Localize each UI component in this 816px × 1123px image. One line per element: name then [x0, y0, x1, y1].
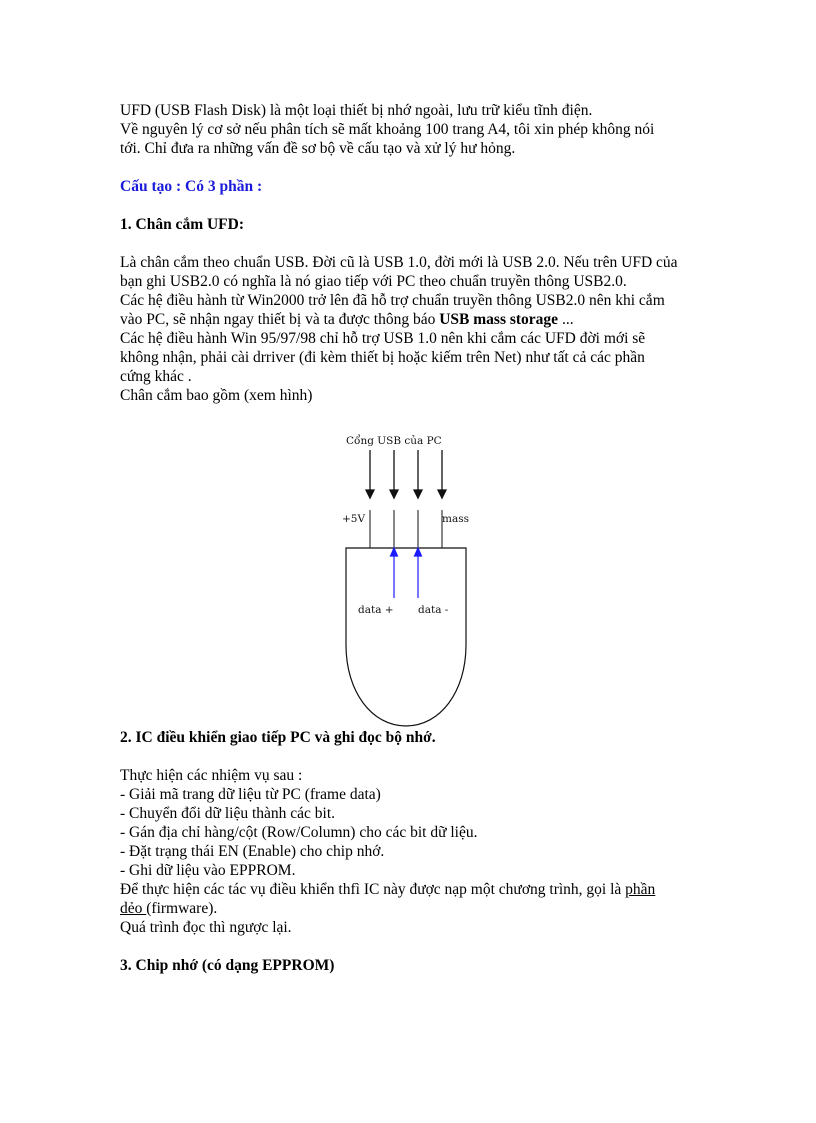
section1-line-2: bạn ghi USB2.0 có nghĩa là nó giao tiếp với PC theo chuẩn truyền thông USB2.0.	[120, 273, 627, 290]
section1-line-6: không nhận, phải cài drriver (đi kèm thiết bị hoặc kiếm trên Net) như tất cả các phần	[120, 349, 645, 366]
arrow-head-pin1	[366, 490, 374, 498]
data-minus-label: data -	[418, 604, 449, 616]
data-arrows	[391, 548, 422, 598]
section1-title: 1. Chân cắm UFD:	[120, 216, 244, 233]
section1-line-5: Các hệ điều hành Win 95/97/98 chỉ hỗ trợ USB 1.0 nên khi cắm các UFD đời mới sẽ	[120, 330, 646, 347]
section1-line-8: Chân cắm bao gồm (xem hình)	[120, 387, 313, 404]
port-arrows	[366, 450, 446, 498]
section2-intro: Thực hiện các nhiệm vụ sau :	[120, 767, 303, 784]
line4-suffix: ...	[558, 311, 574, 328]
usb-pin-diagram	[336, 430, 476, 730]
section1-line-3: Các hệ điều hành từ Win2000 trở lên đã hỗ trợ chuẩn truyền thông USB2.0 nên khi cắm	[120, 292, 665, 309]
arrow-head-pin4	[438, 490, 446, 498]
section1-line-1: Là chân cắm theo chuẩn USB. Đời cũ là USB 1.0, đời mới là USB 2.0. Nếu trên UFD của	[120, 254, 678, 271]
section3-title: 3. Chip nhớ (có dạng EPPROM)	[120, 957, 335, 974]
pin-mass-label: mass	[442, 513, 469, 525]
section2-item-4: - Đặt trạng thái EN (Enable) cho chip nhớ.	[120, 843, 385, 860]
port-label: Cổng USB của PC	[346, 435, 442, 447]
firmware-term-part2: dẻo	[120, 900, 147, 917]
section2-item-5: - Ghi dữ liệu vào EPPROM.	[120, 862, 296, 879]
usb-mass-storage: USB mass storage	[439, 311, 559, 328]
para-prefix: Để thực hiện các tác vụ điều khiển thfì IC này được nạp một chương trình, gọi là	[120, 881, 626, 898]
arrow-head-pin2	[390, 490, 398, 498]
intro-line-2: Về nguyên lý cơ sở nếu phân tích sẽ mất khoảng 100 trang A4, tôi xin phép không nói	[120, 121, 655, 138]
section2-item-3: - Gán địa chỉ hàng/cột (Row/Column) cho các bit dữ liệu.	[120, 824, 478, 841]
structure-heading: Cấu tạo : Có 3 phần :	[120, 178, 263, 195]
line4-prefix: vào PC, sẽ nhận ngay thiết bị và ta được thông báo	[120, 311, 440, 328]
data-plus-label: data +	[358, 604, 394, 616]
section1-line-4	[120, 310, 710, 329]
firmware-term-part1: phần	[625, 881, 656, 898]
pin-lines	[370, 510, 442, 548]
section2-item-1: - Giải mã trang dữ liệu từ PC (frame data)	[120, 786, 381, 803]
intro-line-3: tới. Chỉ đưa ra những vấn đề sơ bộ về cấu tạo và xử lý hư hỏng.	[120, 140, 516, 157]
section2-paragraph-cont	[120, 899, 710, 918]
section2-read-line: Quá trình đọc thì ngược lại.	[120, 919, 292, 936]
section2-title: 2. IC điều khiển giao tiếp PC và ghi đọc bộ nhớ.	[120, 729, 436, 746]
arrow-head-pin3	[414, 490, 422, 498]
pin-plus5v-label: +5V	[342, 513, 366, 525]
data-minus-arrow-head	[415, 548, 422, 556]
section2-item-2: - Chuyển đổi dữ liệu thành các bit.	[120, 805, 336, 822]
data-plus-arrow-head	[391, 548, 398, 556]
section2-paragraph	[120, 880, 710, 899]
intro-line-1: UFD (USB Flash Disk) là một loại thiết bị nhớ ngoài, lưu trữ kiểu tĩnh điện.	[120, 102, 593, 119]
para-suffix: (firmware).	[146, 900, 218, 917]
plug-body	[346, 548, 466, 726]
section1-line-7: cứng khác .	[120, 368, 192, 385]
